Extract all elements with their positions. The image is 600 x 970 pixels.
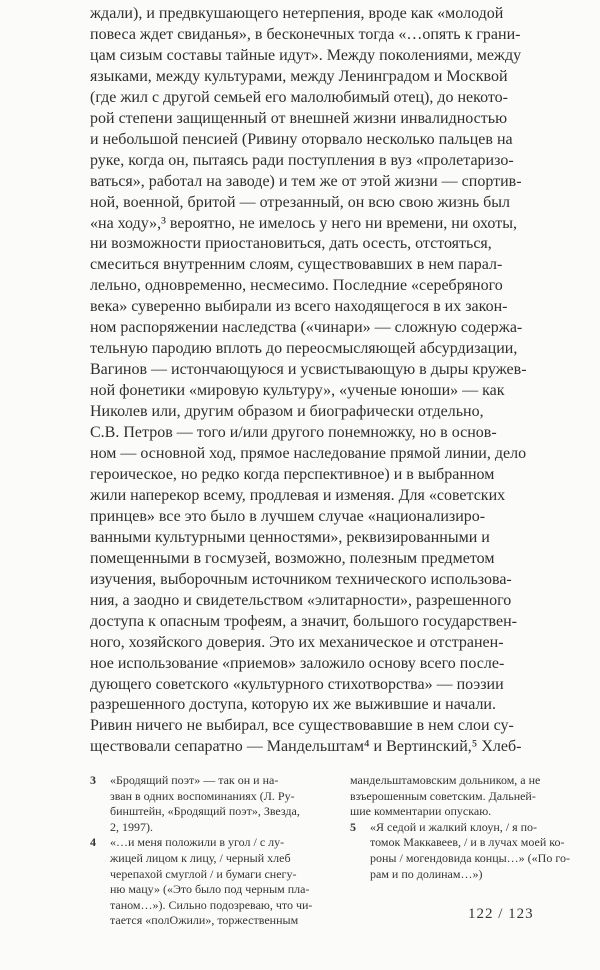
text-line: повеса ждет свиданья», в бесконечных тогда «…опять к грани-: [90, 25, 521, 43]
footnote-line: ню мацу» («Это было под черным пла-: [110, 882, 310, 897]
footnote-line: мандельштамовским дольником, а не: [350, 773, 541, 787]
text-line: тельную пародию вплоть до переосмысляющей абсурдизации,: [90, 340, 518, 358]
text-line: Вагинов — истончающуюся и усвистывающую в дыры кружев-: [90, 361, 527, 379]
text-line: изучения, выборочным источником технического использова-: [90, 570, 512, 588]
text-line: разрешенного доступа, которую их же выжившие и начали.: [90, 696, 496, 714]
text-line: века» суверенно выбирали из всего находящегося в их закон-: [90, 298, 508, 316]
footnote-line: роны / могендовида концы…» («По го-: [370, 850, 570, 865]
text-line: ванными культурными ценностями», реквизированными и: [90, 528, 490, 546]
text-line: ния, а заодно и свидетельством «элитарности», разрешенного: [90, 591, 512, 609]
text-line: ни возможности приостановиться, дать осесть, отстояться,: [90, 235, 492, 253]
text-line: ваться», работал на заводе) и тем же от этой жизни — спортив-: [90, 172, 522, 190]
text-line: ной фонетики «мировую культуру», «ученые юноши» — как: [90, 382, 505, 400]
text-line: цам сизым составы тайные идут». Между поколениями, между: [90, 46, 522, 64]
text-line: смеситься внутренним слоям, существовавших в нем парал-: [90, 256, 503, 274]
text-line: лельно, одновременно, несмесимо. Последние «серебряного: [90, 277, 503, 295]
text-line: руке, когда он, пытаясь ради поступления в вуз «пролетаризо-: [90, 151, 514, 169]
text-line: (где жил с другой семьей его малолюбимый отец), до некото-: [90, 88, 508, 106]
footnote-line: рам и по долинам…»): [370, 866, 483, 881]
text-line: «на ходу»,³ вероятно, не имелось у него ни времени, ни охоты,: [90, 214, 517, 232]
footnote-line: тается «полОжили», торжественным: [110, 913, 299, 928]
text-line: ной, военной, бритой — отрезанный, он всю свою жизнь был: [90, 193, 510, 211]
footnote-line: 2, 1997).: [110, 819, 153, 834]
footnote-line: [90, 835, 335, 851]
text-line: рой степени защищенный от внешней жизни инвалидностью: [90, 109, 508, 127]
page-number: 122 / 123: [468, 906, 534, 922]
text-line: жили наперекор всему, продлевая и изменяя. Для «советских: [90, 486, 506, 504]
text-line: ное использование «приемов» заложило основу всего после-: [90, 654, 505, 672]
footnote-line: черепахой смуглой / и бумаги снегу-: [110, 866, 297, 881]
text-line: ждали), и предвкушающего нетерпения, вроде как «молодой: [90, 5, 504, 22]
footnote-line: бинштейн, «Бродящий поэт», Звезда,: [110, 804, 300, 819]
text-line: доступа к опасным трофеям, а значит, большого государствен-: [90, 612, 517, 630]
text-line: Ривин ничего не выбирал, все существовавшие в нем слои су-: [90, 717, 514, 735]
footnote-line: жицей лицом к лицу, / черный хлеб: [110, 850, 291, 865]
footnote-line: шие комментарии опускаю.: [350, 804, 492, 819]
text-line: ществовали сепаратно — Мандельштам⁴ и Вертинский,⁵ Хлеб-: [90, 738, 522, 756]
footnote-number: 4: [90, 835, 96, 850]
footnote-line: [90, 773, 335, 789]
text-line: героическое, но редко когда перспективное) и в выбранном: [90, 465, 495, 483]
text-line: Николев или, другим образом и биографически отдельно,: [90, 403, 484, 421]
footnote-text: «Я седой и жалкий клоун, / я по-: [370, 819, 538, 834]
text-line: С.В. Петров — того и/или другого понемножку, но в основ-: [90, 424, 497, 442]
text-line: помещенными в госмузей, возможно, полезным предметом: [90, 549, 495, 567]
footnote-number: 5: [350, 819, 356, 834]
footnote-line: взъерошенным советским. Дальней-: [350, 788, 536, 803]
text-line: принцев» все это было в лучшем случае «национализиро-: [90, 507, 486, 525]
footnotes-right-column: [350, 773, 570, 882]
footnote-number: 3: [90, 773, 96, 787]
footnote-line: томок Маккавеев, / и в лучах моей ко-: [370, 835, 565, 850]
footnotes-left-column: [90, 773, 335, 929]
footnote-text: «Бродящий поэт» — так он и на-: [110, 773, 279, 787]
footnote-text: «…и меня положили в угол / с лу-: [110, 835, 285, 850]
text-line: ном — основной ход, прямое наследование прямой линии, дело: [90, 445, 527, 463]
text-line: ного, хозяйского доверия. Это их механическое и отстранен-: [90, 633, 504, 651]
main-text-body: [90, 4, 555, 758]
text-line: ном распоряжении наследства («чинари» — сложную содержа-: [90, 319, 523, 337]
footnote-line: [350, 820, 565, 836]
text-line: языками, между культурами, между Ленинградом и Москвой: [90, 67, 508, 85]
footnote-line: зван в одних воспоминаниях (Л. Ру-: [110, 788, 295, 803]
footnote-line: таном…»). Сильно подозреваю, что чи-: [110, 897, 313, 912]
text-line: дующего советского «культурного стихотворства» — поэзии: [90, 675, 504, 693]
text-line: и небольшой пенсией (Ривину оторвало несколько пальцев на: [90, 130, 513, 148]
